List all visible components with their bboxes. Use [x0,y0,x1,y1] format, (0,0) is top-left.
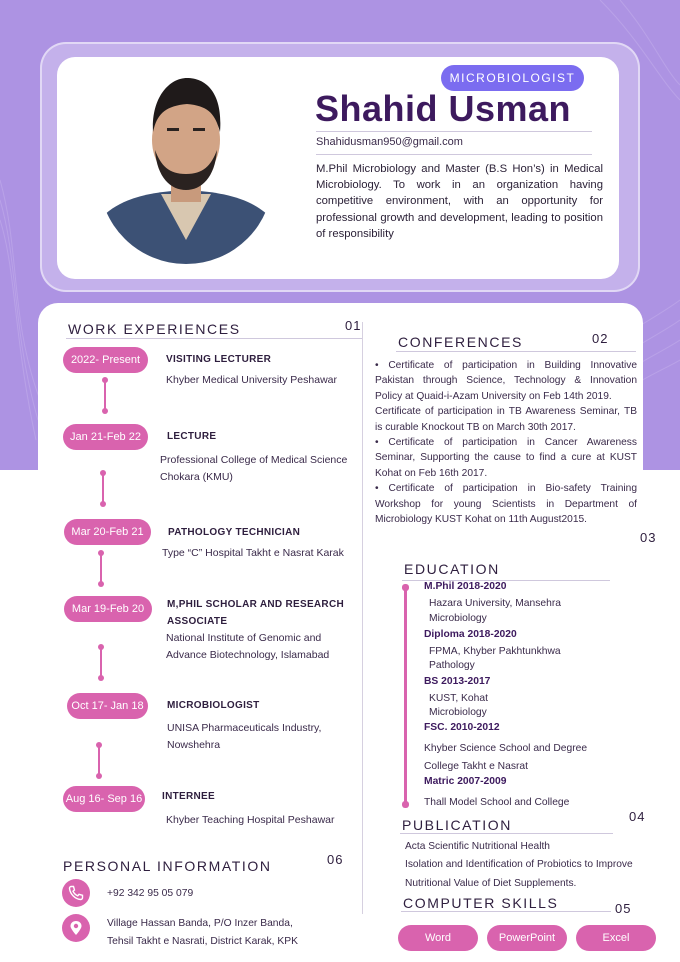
education-title: EDUCATION [404,561,500,577]
career-summary: M.Phil Microbiology and Master (B.S Hon’s) in Medical Microbiology. To work in an organization having competitive environment, with an opportunity for professional growth and development, leading to position of responsibility [316,163,603,240]
education-degree: FSC. 2010-2012 [424,722,500,733]
conference-item: • Certificate of participation in Bio-safety Training Workshop for young Scientists in Department of Microbiology KUST Kohat on 11th August2015. [375,483,637,526]
education-major: Pathology [429,660,475,671]
timeline-dot [98,675,104,681]
publication-section-number: 04 [629,809,646,824]
job-title: MICROBIOLOGIST [167,700,260,711]
phone-number[interactable]: +92 342 95 05 079 [107,888,194,899]
job-place: Professional College of Medical Science Chokara (KMU) [160,454,348,483]
education-institute: Hazara University, Mansehra [429,598,561,609]
conferences-divider [396,351,636,352]
timeline-dot [98,581,104,587]
publication-list [405,838,633,893]
education-institute: KUST, Kohat [429,693,488,704]
work-divider [66,338,362,339]
education-major: Microbiology [429,707,487,718]
publication-line: Isolation and Identification of Probiotics to Improve [405,859,633,871]
work-period-pill: Jan 21-Feb 22 [63,424,148,450]
skills-section-number: 05 [615,901,632,916]
skills-divider [401,911,611,912]
publication-title: PUBLICATION [402,817,512,833]
work-section-number: 01 [345,318,362,333]
job-title: INTERNEE [162,791,215,802]
job-title: LECTURE [167,431,217,442]
phone-icon [62,879,90,907]
job-place: National Institute of Genomic and Advance Biotechnology, Islamabad [166,632,330,661]
job-place: Type “C” Hospital Takht e Nasrat Karak [162,547,344,559]
timeline-dot [102,408,108,414]
education-major: Microbiology [429,613,487,624]
work-period-pill: Mar 19-Feb 20 [64,596,152,622]
conferences-title: CONFERENCES [398,334,523,350]
personal-section-number: 06 [327,852,344,867]
education-institute-cont: College Takht e Nasrat [424,761,528,772]
education-degree: Diploma 2018-2020 [424,629,517,640]
computer-skills-title: COMPUTER SKILLS [403,895,559,911]
education-section-number: 03 [640,530,657,545]
email-divider [316,154,592,155]
timeline-connector [98,745,100,775]
column-divider [362,322,363,914]
timeline-connector [100,553,102,583]
personal-information-title: PERSONAL INFORMATION [63,858,272,874]
job-title: PATHOLOGY TECHNICIAN [168,527,301,538]
work-period-pill: 2022- Present [63,347,148,373]
publication-line: Acta Scientific Nutritional Health [405,841,550,852]
job-place: Khyber Teaching Hospital Peshawar [166,814,335,826]
timeline-dot [100,501,106,507]
job-title: M,PHIL SCHOLAR AND RESEARCH ASSOCIATE [167,599,344,627]
role-badge: MICROBIOLOGIST [441,65,584,91]
conference-item: Certificate of participation in TB Awareness Seminar, TB is curable Knockout TB on March 30th 2017. [375,406,637,433]
timeline-dot [402,584,409,591]
address-line-2: Tehsil Takht e Nasrati, District Karak, KPK [107,936,298,947]
education-institute: Khyber Science School and Degree [424,743,588,754]
profile-photo [99,70,273,264]
timeline-connector [102,473,104,503]
name-divider [316,131,592,132]
timeline-connector [100,647,102,677]
job-place: UNISA Pharmaceuticals Industry, Nowshehra [167,722,322,751]
work-period-pill: Mar 20-Feb 21 [64,519,151,545]
conferences-list [375,358,637,527]
timeline-dot [96,773,102,779]
work-period-pill: Oct 17- Jan 18 [67,693,148,719]
publication-divider [400,833,613,834]
education-institute: FPMA, Khyber Pakhtunkhwa [429,646,561,657]
address-line-1: Village Hassan Banda, P/O Inzer Banda, [107,918,293,929]
education-degree: M.Phil 2018-2020 [424,581,507,592]
email-address[interactable]: Shahidusman950@gmail.com [316,136,463,148]
skill-excel: Excel [576,925,656,951]
location-pin-icon [62,914,90,942]
conferences-section-number: 02 [592,331,609,346]
education-timeline [404,585,407,805]
conference-item: • Certificate of participation in Building Innovative Pakistan through Science, Technology & Innovation Policy at Quaid-i-Azam University on Feb 14th 2019. [375,360,637,402]
job-place: Khyber Medical University Peshawar [166,374,337,386]
timeline-connector [104,380,106,410]
publication-line: Nutritional Value of Diet Supplements. [405,877,577,889]
education-institute: Thall Model School and College [424,797,570,808]
work-experiences-title: WORK EXPERIENCES [68,321,241,337]
job-title: VISITING LECTURER [166,354,272,365]
timeline-dot [402,801,409,808]
conference-item: • Certificate of participation in Cancer Awareness Seminar, Supporting the cause to find a cure at KUST Kohat on Feb 16th 2017. [375,437,637,479]
education-degree: BS 2013-2017 [424,676,491,687]
skill-word: Word [398,925,478,951]
work-period-pill: Aug 16- Sep 16 [63,786,145,812]
skill-powerpoint: PowerPoint [487,925,567,951]
education-degree: Matric 2007-2009 [424,776,507,787]
candidate-name: Shahid Usman [315,88,572,129]
